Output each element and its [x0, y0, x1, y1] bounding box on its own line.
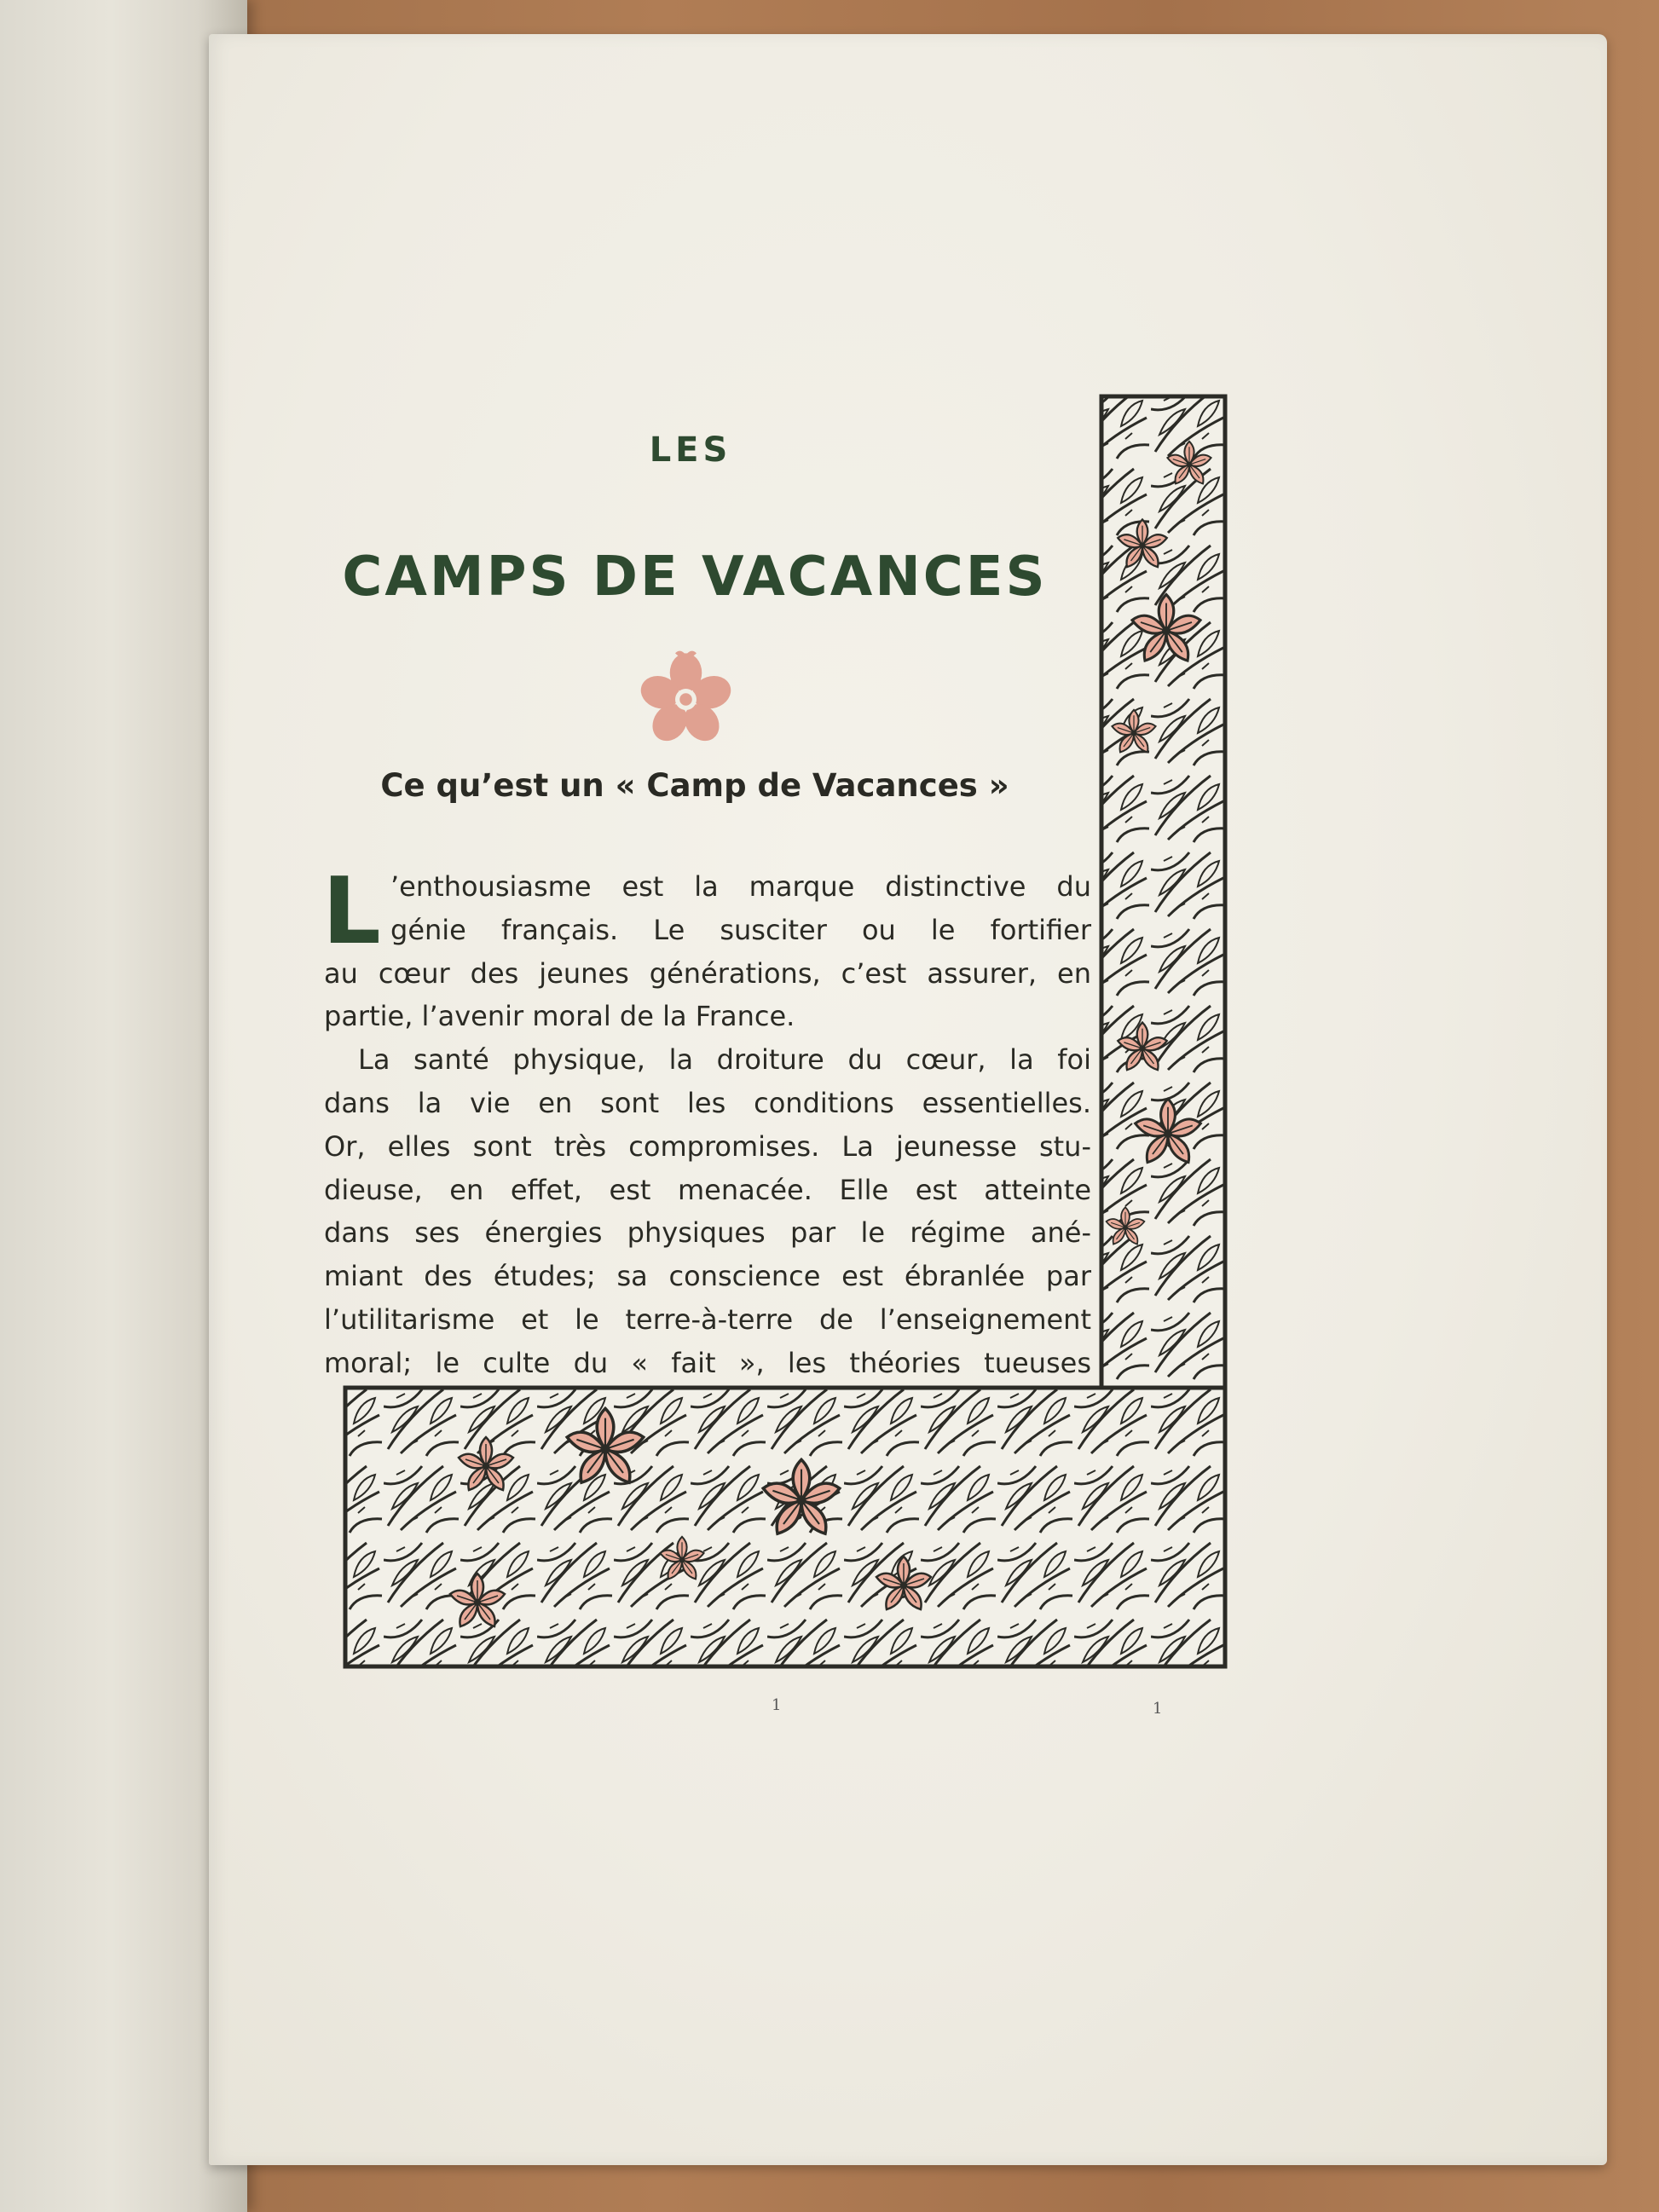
text-line: moral; le culte du « fait », les théories tueuses [324, 1346, 1091, 1379]
text-line: dans ses énergies physiques par le régime ané- [324, 1216, 1091, 1250]
text-line: ’enthousiasme est la marque distinctive du [390, 870, 1091, 903]
text-line: au cœur des jeunes générations, c’est assurer, en [324, 956, 1091, 990]
rose-ornament-icon [633, 646, 739, 753]
text-line: La santé physique, la droiture du cœur, la foi [358, 1043, 1091, 1077]
page-number: 1 [1153, 1700, 1163, 1718]
title-les: LES [649, 430, 732, 470]
section-subtitle: Ce qu’est un « Camp de Vacances » [380, 767, 1009, 804]
text-line: Or, elles sont très compromises. La jeunesse stu- [324, 1129, 1091, 1163]
text-line: miant des études; sa conscience est ébranlée par [324, 1260, 1091, 1293]
text-line: dieuse, en effet, est menacée. Elle est atteinte [324, 1173, 1091, 1206]
text-line: génie français. Le susciter ou le fortifier [390, 913, 1091, 946]
text-line: l’utilitarisme et le terre-à-terre de l’enseignement [324, 1302, 1091, 1336]
body-text [322, 858, 1091, 1385]
drop-cap: L [322, 858, 381, 965]
page-title: CAMPS DE VACANCES [342, 546, 1048, 609]
signature-mark: 1 [772, 1696, 782, 1714]
text-line: partie, l’avenir moral de la France. [324, 1000, 795, 1033]
text-line: dans la vie en sont les conditions essentielles. [324, 1086, 1091, 1119]
